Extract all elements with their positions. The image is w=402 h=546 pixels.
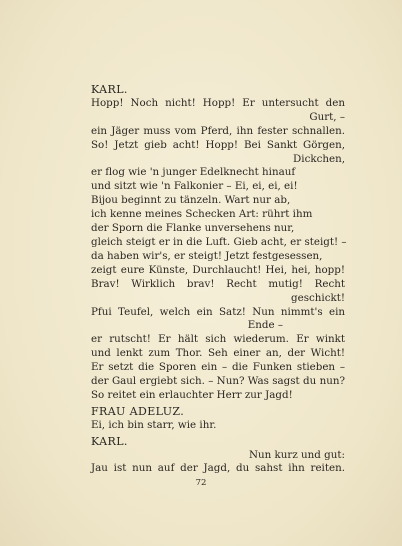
verse-line: ein Jäger muss vom Pferd, ihn fester schnallen. — [91, 124, 345, 137]
verse-line: Gurt, – — [309, 110, 345, 123]
page-number: 72 — [195, 478, 207, 488]
speaker-name: KARL. — [91, 434, 128, 448]
verse-line: Dickchen, — [293, 152, 345, 165]
verse-line: er rutscht! Er hält sich wiederum. Er winkt — [91, 333, 345, 346]
verse-line: Jau ist nun auf der Jagd, du sahst ihn reiten. — [91, 462, 345, 475]
verse-line: Bijou beginnt zu tänzeln. Wart nur ab, — [91, 194, 291, 207]
verse-line: Pfui Teufel, welch ein Satz! Nun nimmt's ein — [91, 305, 345, 318]
speaker-name: FRAU ADELUZ. — [91, 404, 185, 418]
verse-line: Er setzt die Sporen ein – die Funken stieben – — [91, 361, 345, 374]
verse-line: ich kenne meines Schecken Art: rührt ihm — [91, 208, 313, 221]
verse-line: Hopp! Noch nicht! Hopp! Er untersucht den — [91, 96, 345, 109]
verse-line: und sitzt wie 'n Falkonier – Ei, ei, ei, ei! — [91, 180, 298, 193]
verse-line: Brav! Wirklich brav! Recht mutig! Recht — [91, 277, 345, 290]
verse-line: Ei, ich bin starr, wie ihr. — [91, 418, 217, 431]
verse-line: geschickt! — [291, 291, 345, 304]
verse-line: der Gaul ergiebt sich. – Nun? Was sagst du nun? — [91, 375, 345, 388]
verse-text — [91, 81, 345, 476]
verse-line: zeigt eure Künste, Durchlaucht! Hei, hei, hopp! — [91, 263, 345, 276]
verse-line: Ende – — [247, 319, 283, 332]
verse-line: der Sporn die Flanke unversehens nur, — [91, 222, 295, 235]
speaker-name: KARL. — [91, 83, 128, 96]
verse-line: da haben wir's, er steigt! Jetzt festgesessen, — [91, 249, 323, 262]
verse-line: und lenkt zum Thor. Seh einer an, der Wicht! — [91, 347, 345, 360]
verse-line: er flog wie 'n junger Edelknecht hinauf — [91, 166, 296, 179]
verse-line: So reitet ein erlauchter Herr zur Jagd! — [91, 388, 293, 401]
verse-line: gleich steigt er in die Luft. Gieb acht, er steigt! – — [91, 235, 347, 248]
verse-line: So! Jetzt gieb acht! Hopp! Bei Sankt Görgen, — [91, 138, 345, 151]
verse-line: Nun kurz und gut: — [249, 448, 345, 461]
